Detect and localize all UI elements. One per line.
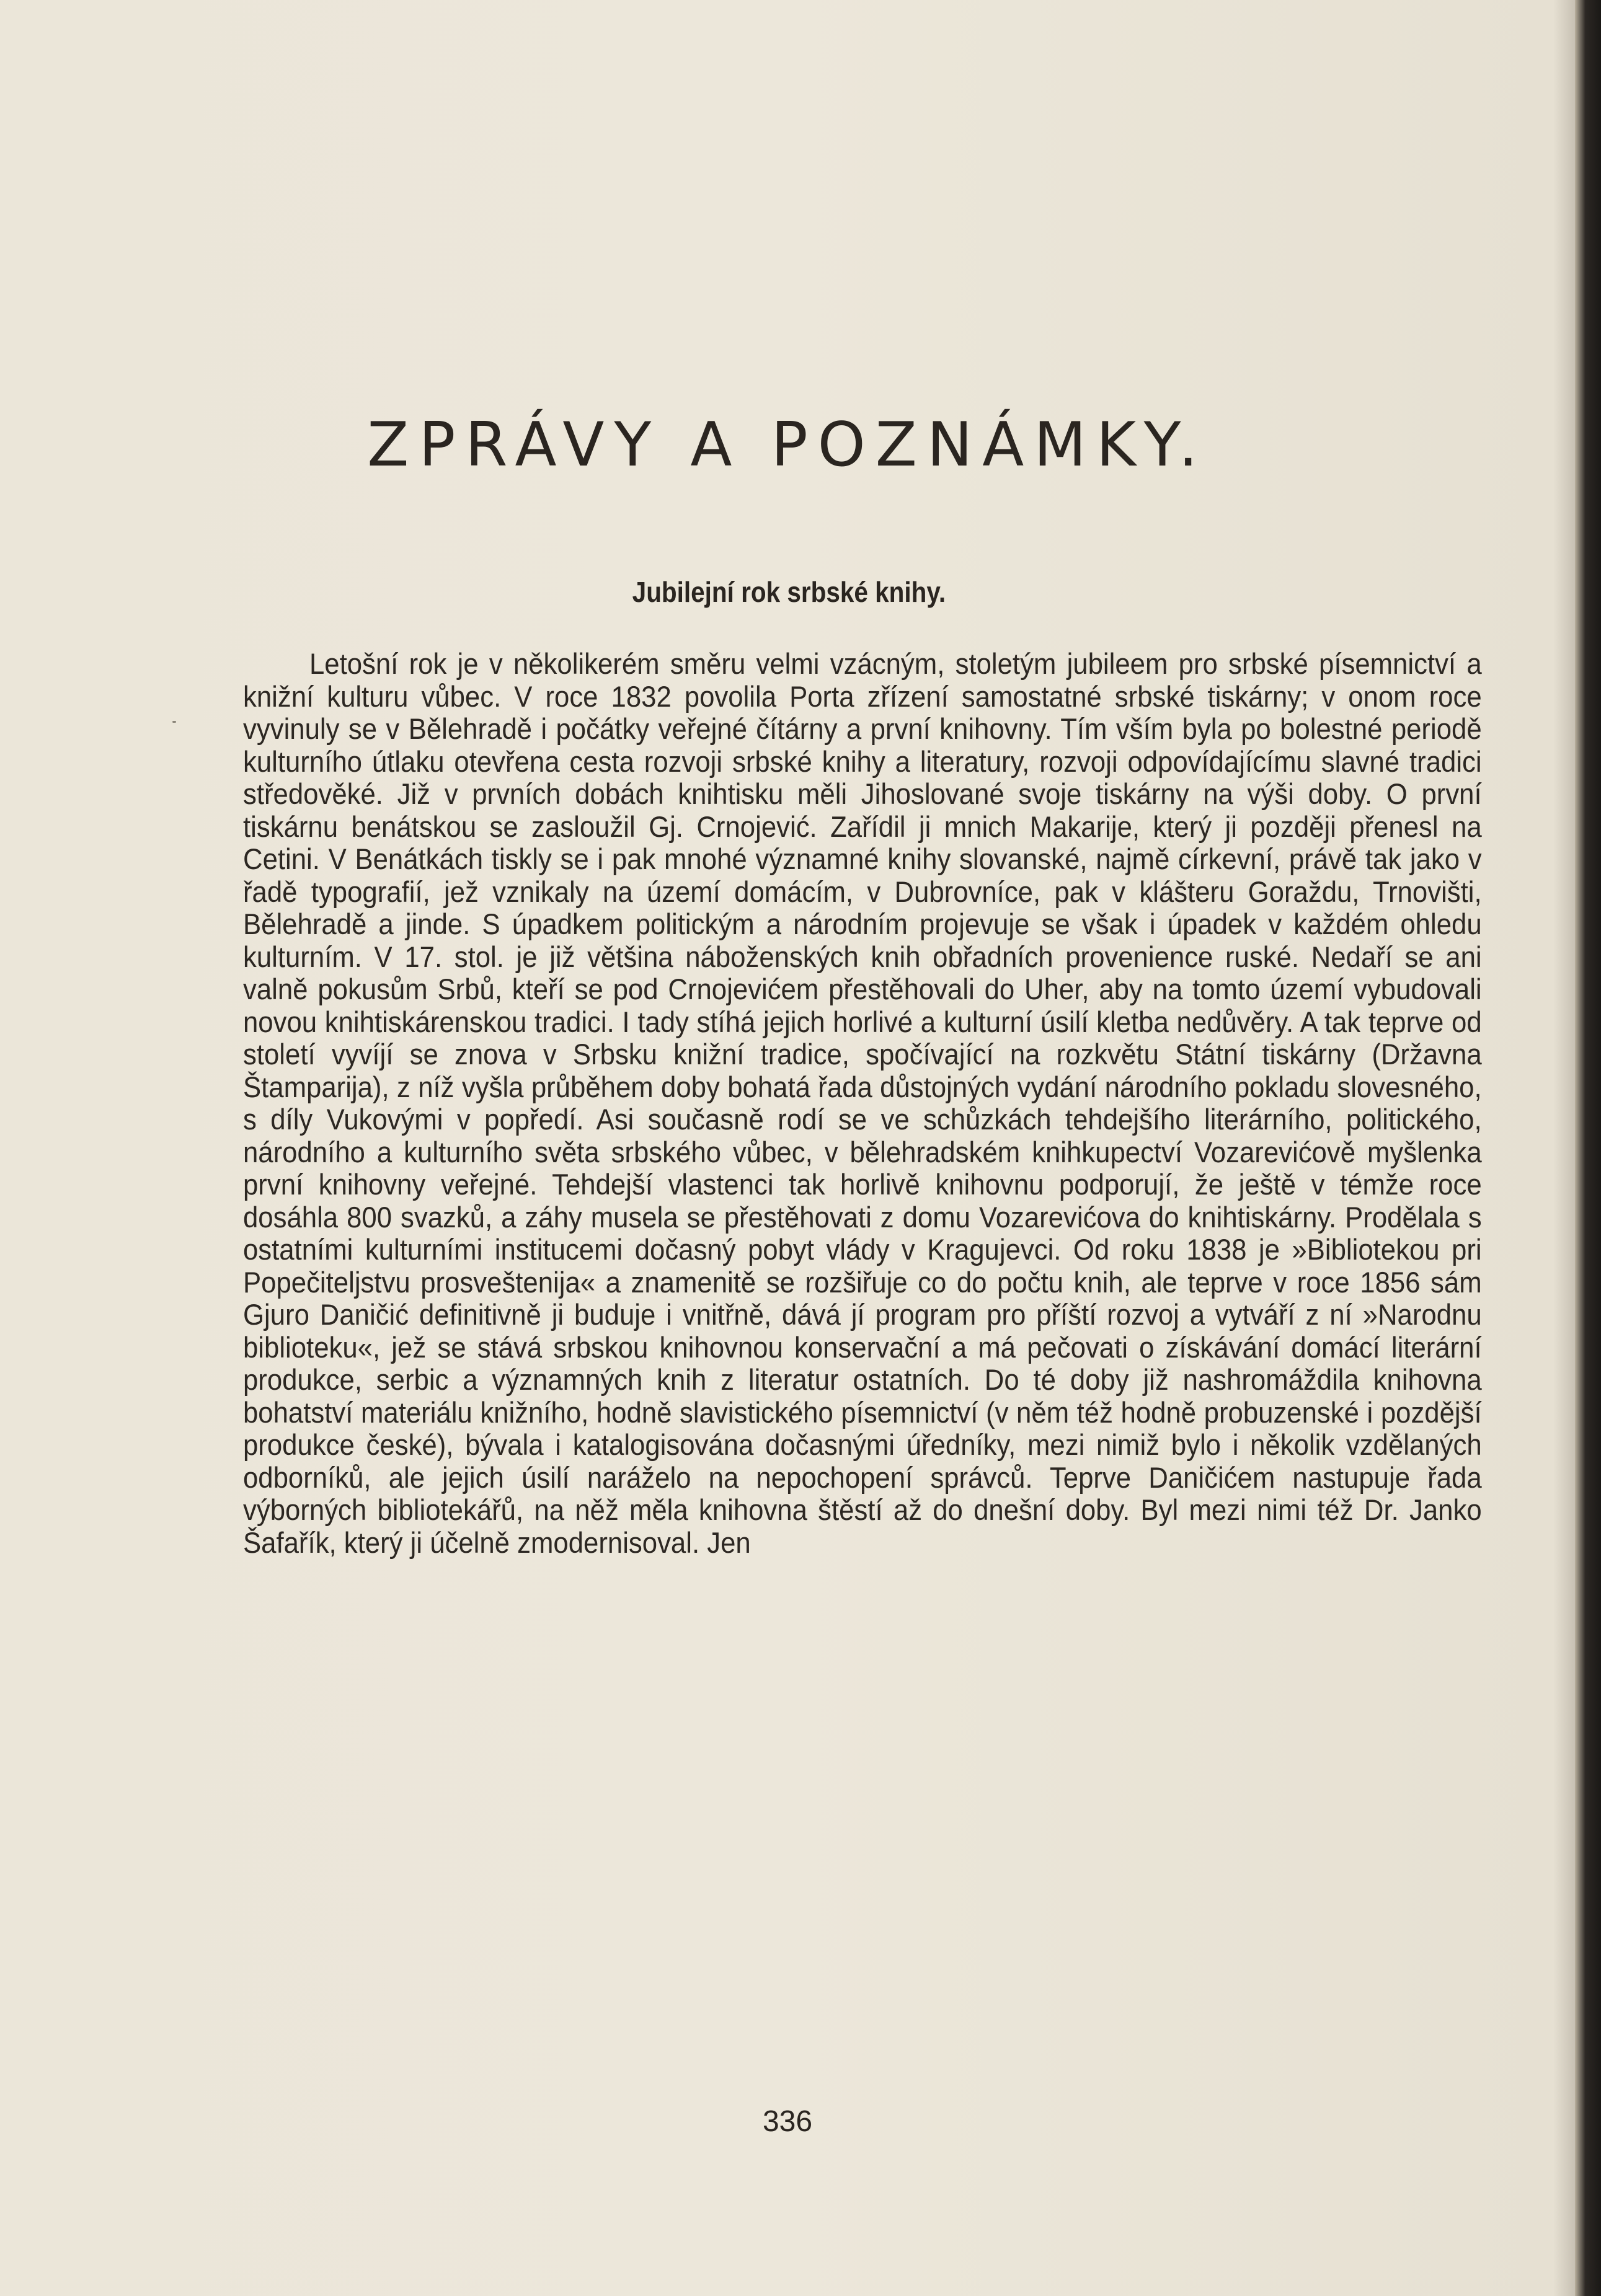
section-title: ZPRÁVY A POZNÁMKY. [367, 410, 1208, 480]
article-title: Jubilejní rok srbské knihy. [632, 576, 946, 608]
book-binding [1575, 0, 1601, 2296]
page-edge-shadow [1553, 0, 1575, 2296]
article-body: Letošní rok je v několikerém směru velmi vzácným, stoletým jubileem pro srbské písemnictví a knižní kulturu vůbec. V roce 1832 povolila Porta zřízení samostatné srbské tiskárny; v onom roce vyvinuly se v Bělehradě i počátky veřejné čítárny a první knihovny. Tím vším byla po bolestné periodě kulturního útlaku otevřena cesta rozvoji srbské knihy a literatury, rozvoji odpovídajícímu slavné tradici středověké. Již v prvních dobách knihtisku měli Jihoslované svoje tiskárny na výši doby. O první tiskárnu benátskou se zasloužil Gj. Crnojević. Zařídil ji mnich Makarije, který ji později přenesl na Cetini. V Benátkách tiskly se i pak mnohé významné knihy slovanské, najmě církevní, právě tak jako v řadě typografií, jež vznikaly na území domácím, v Dubrovníce, pak v klášteru Goraždu, Trnovišti, Bělehradě a jinde. S úpadkem politickým a národním projevuje se však i úpadek v každém ohledu kulturním. V 17. stol. je již většina náboženských knih obřadních provenience ruské. Nedaří se ani valně pokusům Srbů, kteří se pod Crnojevićem přestěhovali do Uher, aby na tomto území vybudovali novou knihtiskárenskou tradici. I tady stíhá jejich horlivé a kulturní úsilí kletba nedůvěry. A tak teprve od století vyvíjí se znova v Srbsku knižní tradice, spočívající na rozkvětu Státní tiskárny (Državna Štamparija), z níž vyšla průběhem doby bohatá řada důstojných vydání národního pokladu slovesného, s díly Vukovými v popředí. Asi současně rodí se ve schůzkách tehdejšího literárního, politického, národního a kulturního světa srbského vůbec, v bělehradském knihkupectví Vozarevićově myšlenka první knihovny veřejné. Tehdejší vlastenci tak horlivě knihovnu podporují, že ještě v témže roce dosáhla 800 svazků, a záhy musela se přestěhovati z domu Vozarevićova do knihtiskárny. Prodělala s ostatními kulturními institucemi dočasný pobyt vlády v Kragujevci. Od roku 1838 je »Bibliotekou pri Popečiteljstvu prosveštenija« a znamenitě se rozšiřuje co do počtu knih, ale teprve v roce 1856 sám Gjuro Daničić definitivně ji buduje i vnitřně, dává jí program pro příští rozvoj a vytváří z ní »Narodnu biblioteku«, jež se stává srbskou knihovnou konservační a má pečovati o získávání domácí literární produkce, serbic a významných knih z literatur ostatních. Do té doby již nashromáždila knihovna bohatství materiálu knižního, hodně slavistického písemnictví (v něm též hodně probuzenské i pozdější produkce české), bývala i katalogisována dočasnými úředníky, mezi nimiž bylo i několik vzdělaných odborníků, ale jejich úsilí naráželo na nepochopení správců. Teprve Daničićem nastupuje řada výborných bibliotekářů, na něž měla knihovna štěstí až do dnešní doby. Byl mezi nimi též Dr. Janko Šafařík, který ji účelně zmodernisoval. Jen [243, 647, 1482, 1559]
print-speck [172, 721, 176, 723]
page-number: 336 [762, 2105, 813, 2138]
